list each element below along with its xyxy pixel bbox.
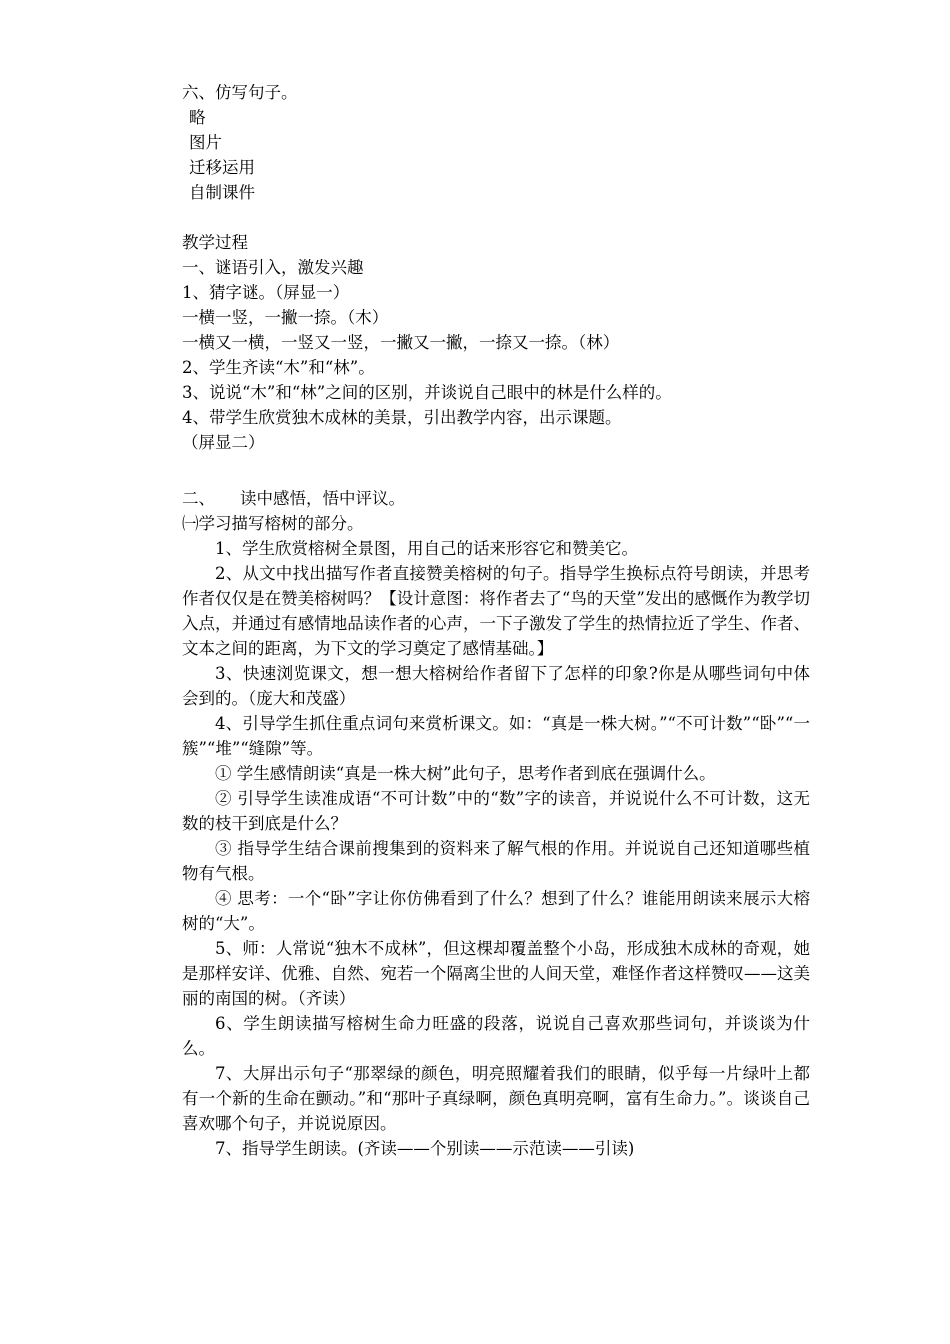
section-one-line: 4、带学生欣赏独木成林的美景，引出教学内容，出示课题。 (182, 408, 622, 427)
list-item: 略 (189, 108, 206, 127)
paragraph: 1、学生欣赏榕树全景图，用自己的话来形容它和赞美它。 (215, 539, 638, 558)
section-one-line: 一横一竖，一撇一捺。（木） (182, 308, 389, 327)
paragraph: ① 学生感情朗读“真是一株大树”此句子，思考作者到底在强调什么。 (215, 764, 716, 783)
document-body (182, 80, 810, 1161)
section-two-number: 二、 (182, 489, 215, 508)
paragraph: 7、大屏出示句子“那翠绿的颜色，明亮照耀着我们的眼睛，似乎每一片绿叶上都有一个新的生命在颤动。”和“那叶子真绿啊，颜色真明亮啊，富有生命力。”。谈谈自己喜欢哪个句子，并说说原因。 (182, 1064, 810, 1133)
section-one-line: 2、学生齐读“木”和“林”。 (182, 358, 375, 377)
section-six-heading: 六、仿写句子。 (182, 83, 298, 102)
list-item: 迁移运用 (189, 158, 255, 177)
process-title: 教学过程 (182, 233, 248, 252)
list-item: 图片 (189, 133, 222, 152)
paragraph: 3、快速浏览课文，想一想大榕树给作者留下了怎样的印象?你是从哪些词句中体会到的。（庞大和茂盛） (182, 664, 810, 708)
section-one-line: 1、猜字谜。（屏显一） (182, 283, 350, 302)
section-two-subheading: ㈠学习描写榕树的部分。 (182, 514, 364, 533)
paragraph: ② 引导学生读准成语“不可计数”中的“数”字的读音，并说说什么不可计数，这无数的枝干到底是什么？ (182, 789, 810, 833)
section-two-title: 读中感悟，悟中评议。 (240, 489, 405, 508)
section-one-line: （屏显二） (182, 433, 265, 452)
section-one-heading: 一、谜语引入，激发兴趣 (182, 258, 364, 277)
section-one-line: 一横又一横，一竖又一竖，一撇又一撇，一捺又一捺。（林） (182, 333, 620, 352)
paragraph: 6、学生朗读描写榕树生命力旺盛的段落，说说自己喜欢那些词句，并谈谈为什么。 (182, 1014, 810, 1058)
spacer (182, 455, 810, 480)
paragraph: ③ 指导学生结合课前搜集到的资料来了解气根的作用。并说说自己还知道哪些植物有气根。 (182, 839, 810, 883)
section-one-line: 3、说说“木”和“林”之间的区别，并谈说自己眼中的林是什么样的。 (182, 383, 672, 402)
paragraph: 2、从文中找出描写作者直接赞美榕树的句子。指导学生换标点符号朗读，并思考作者仅仅是在赞美榕树吗？【设计意图：将作者去了“鸟的天堂”发出的感慨作为教学切入点，并通过有感情地品读作者的心声，一下子激发了学生的热情拉近了学生、作者、文本之间的距离，为下文的学习奠定了感情基础。】 (182, 564, 810, 658)
paragraph: 5、师：人常说“独木不成林”，但这棵却覆盖整个小岛，形成独木成林的奇观，她是那样安详、优雅、自然、宛若一个隔离尘世的人间天堂，难怪作者这样赞叹——这美丽的南国的树。（齐读） (182, 939, 810, 1008)
paragraph: 4、引导学生抓住重点词句来赏析课文。如：“真是一株大树。”“不可计数”“卧”“一簇”“堆”“缝隙”等。 (182, 714, 810, 758)
paragraph: 7、指导学生朗读。(齐读——个别读——示范读——引读) (215, 1139, 635, 1158)
section-two-heading (182, 486, 810, 511)
spacer (182, 205, 810, 230)
list-item: 自制课件 (189, 183, 255, 202)
paragraph: ④ 思考：一个“卧”字让你仿佛看到了什么？想到了什么？谁能用朗读来展示大榕树的“大”。 (182, 889, 810, 933)
